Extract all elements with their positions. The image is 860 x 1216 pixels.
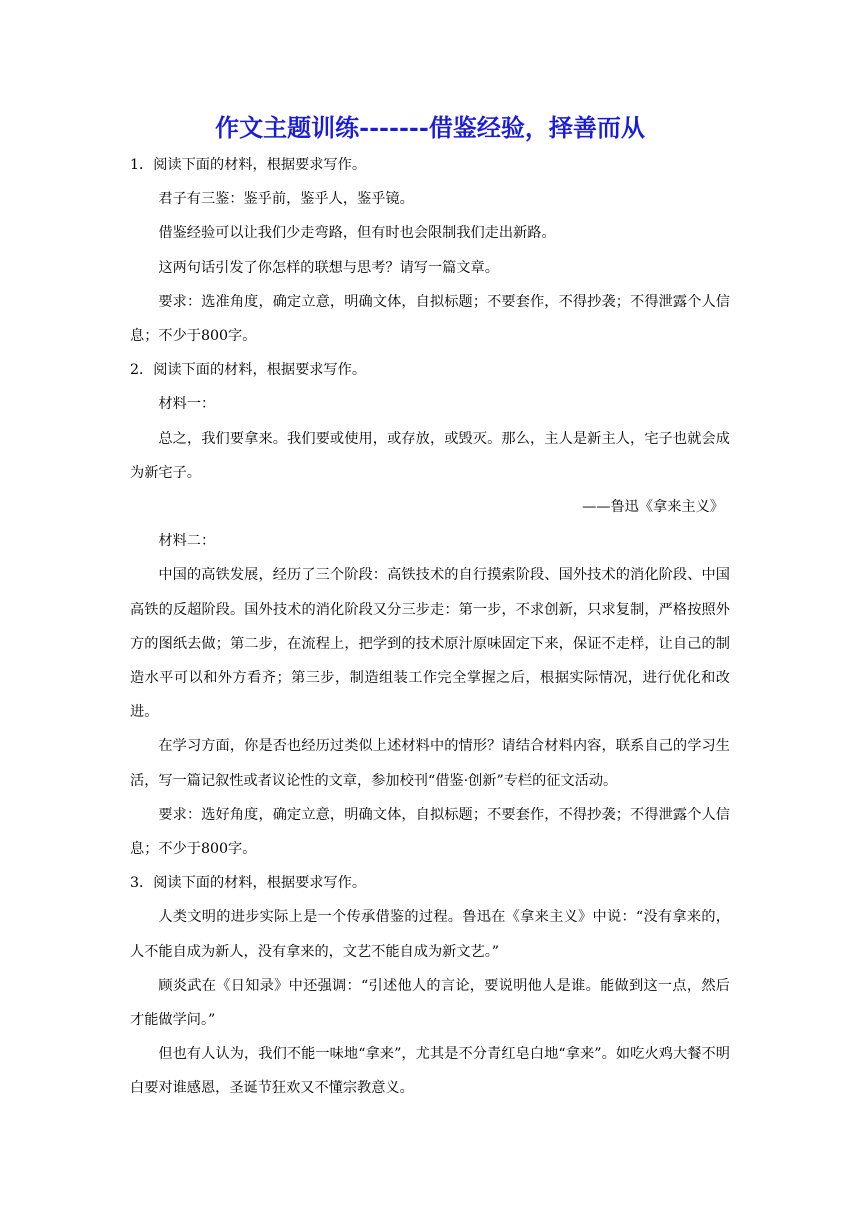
paragraph: 借鉴经验可以让我们少走弯路，但有时也会限制我们走出新路。 xyxy=(158,225,556,242)
question-2-prompt: 2．阅读下面的材料，根据要求写作。 xyxy=(130,362,367,379)
requirements-paragraph: 要求：选准角度，确定立意，明确文体，自拟标题；不要套作，不得抄袭；不得泄露个人信息；不少于800字。 xyxy=(130,293,730,345)
page-title: 作文主题训练-------借鉴经验，择善而从 xyxy=(215,113,645,142)
paragraph: 在学习方面，你是否也经历过类似上述材料中的情形？请结合材料内容，联系自己的学习生活，写一篇记叙性或者议论性的文章，参加校刊“借鉴·创新”专栏的征文活动。 xyxy=(130,738,730,789)
question-1-prompt: 1．阅读下面的材料，根据要求写作。 xyxy=(130,157,367,173)
paragraph: 总之，我们要拿来。我们要或使用，或存放，或毁灭。那么，主人是新主人，宅子也就会成为新宅子。 xyxy=(130,430,730,481)
paragraph: 这两句话引发了你怎样的联想与思考？请写一篇文章。 xyxy=(158,259,499,276)
material-label: 材料二： xyxy=(158,533,216,550)
paragraph: 但也有人认为，我们不能一味地“拿来”，尤其是不分青红皂白地“拿来”。如吃火鸡大餐不明白要对谁感恩，圣诞节狂欢又不懂宗教意义。 xyxy=(130,1046,730,1097)
quote-attribution: ——鲁迅《拿来主义》 xyxy=(582,499,724,516)
document-body xyxy=(130,108,730,1106)
paragraph: 人类文明的进步实际上是一个传承借鉴的过程。鲁迅在《拿来主义》中说：“没有拿来的，人不能自成为新人，没有拿来的，文艺不能自成为新文艺。” xyxy=(130,909,730,960)
question-3-prompt: 3．阅读下面的材料，根据要求写作。 xyxy=(130,875,367,892)
paragraph: 顾炎武在《日知录》中还强调：“引述他人的言论，要说明他人是谁。能做到这一点，然后才能做学问。” xyxy=(130,977,730,1029)
paragraph: 君子有三鉴：鉴乎前，鉴乎人，鉴乎镜。 xyxy=(158,191,414,208)
paragraph: 中国的高铁发展，经历了三个阶段：高铁技术的自行摸索阶段、国外技术的消化阶段、中国高铁的反超阶段。国外技术的消化阶段又分三步走：第一步，不求创新，只求复制，严格按照外方的图纸去做；第二步，在流程上，把学到的技术原汁原味固定下来，保证不走样，让自己的制造水平可以和外方看齐；第三步，制造组装工作完全掌握之后，根据实际情况，进行优化和改进。 xyxy=(130,567,730,721)
material-label: 材料一： xyxy=(158,396,216,413)
requirements-paragraph: 要求：选好角度，确定立意，明确文体，自拟标题；不要套作，不得抄袭；不得泄露个人信息；不少于800字。 xyxy=(130,806,730,858)
